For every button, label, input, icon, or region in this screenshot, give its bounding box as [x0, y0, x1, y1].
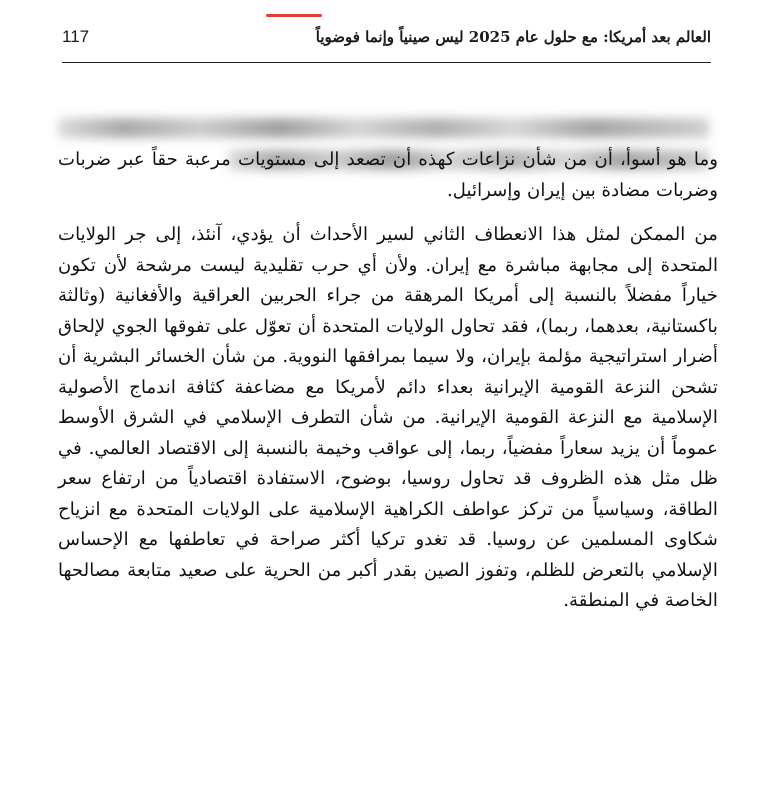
- running-header: [62, 22, 711, 52]
- redacted-line-1: [58, 118, 709, 138]
- red-highlight-mark: [266, 14, 322, 17]
- running-header-title: العالم بعد أمريكا: مع حلول عام 2025 ليس صينياً وإنما فوضوياً: [315, 28, 711, 46]
- header-divider: [62, 62, 711, 63]
- paragraph-1: وما هو أسوأ، أن من شأن نزاعات كهذه أن تصعد إلى مستويات مرعبة حقاً عبر ضربات وضربات مضادة بين إيران وإسرائيل.: [58, 149, 718, 201]
- paragraph-2: من الممكن لمثل هذا الانعطاف الثاني لسير الأحداث أن يؤدي، آنئذ، إلى جر الولايات المتحدة إلى مجابهة مباشرة مع إيران. ولأن أي حرب تقليدية ليست مرشحة لأن تكون خياراً مفضلاً بالنسبة إلى أمريكا المرهقة من جراء الحربين العراقية والأفغانية (وثالثة باكستانية، بعدهما، ربما)، فقد تحاول الولايات المتحدة أن تعوّل على تفوقها الجوي لإلحاق أضرار استراتيجية مؤلمة بإيران، ولا سيما بمرافقها النووية. من شأن الخسائر البشرية أن تشحن النزعة القومية الإيرانية بعداء دائم لأمريكا مع مضاعفة كثافة اندماج الأصولية الإسلامية مع النزعة القومية الإيرانية. من شأن التطرف الإسلامي في الشرق الأوسط عموماً أن يزيد سعاراً مفضياً، ربما، إلى عواقب وخيمة بالنسبة إلى الاقتصاد العالمي. في ظل مثل هذه الظروف قد تحاول روسيا، بوضوح، الاستفادة اقتصادياً من ارتفاع سعر الطاقة، وسياسياً من تركز عواطف الكراهية الإسلامية على الولايات المتحدة مع انزياح شكاوى المسلمين عن روسيا. قد تغدو تركيا أكثر صراحة في تعاطفها مع الإحساس الإسلامي بالتعرض للظلم، وتفوز الصين بقدر أكبر من الحرية على صعيد متابعة مصالحها الخاصة في المنطقة.: [58, 224, 718, 611]
- body-text: [58, 145, 718, 617]
- page-number: 117: [62, 27, 90, 46]
